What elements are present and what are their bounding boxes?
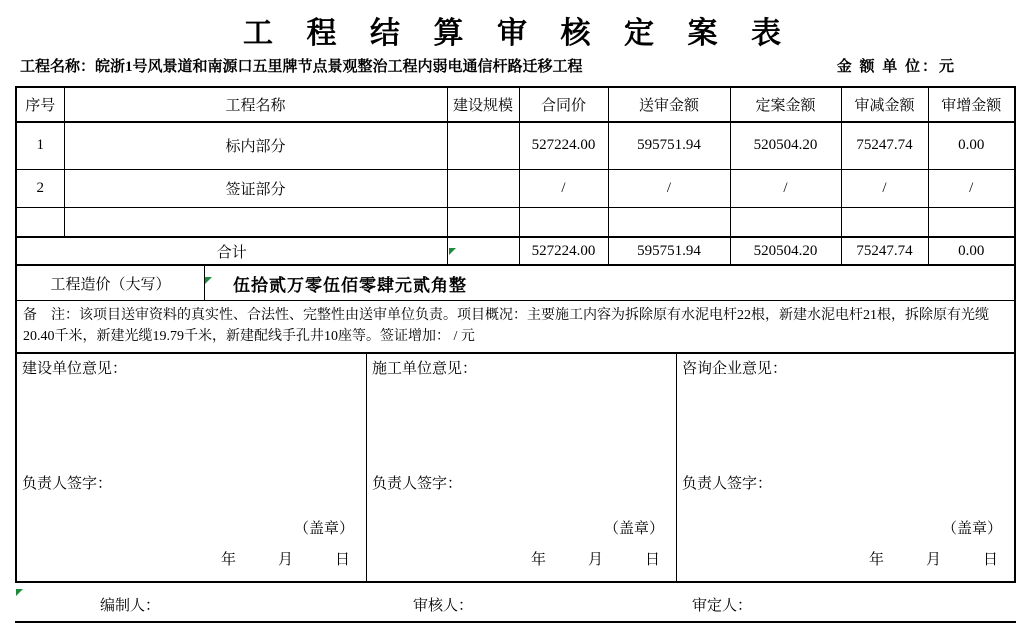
cell-scale (447, 122, 519, 169)
date-line: 年 月 日 (530, 552, 660, 568)
date-line: 年 月 日 (220, 552, 350, 568)
form-meta-row (0, 50, 1024, 80)
project-name-line (20, 55, 583, 76)
total-submitted: 595751.94 (608, 237, 730, 264)
approver-label: 审定人： (692, 598, 753, 614)
total-scale (447, 237, 519, 264)
cell-increased (928, 207, 1014, 237)
cell-project: 签证部分 (64, 169, 447, 207)
total-finalized: 520504.20 (730, 237, 841, 264)
amount-in-words-value: 伍拾贰万零伍佰零肆元贰角整 (233, 275, 467, 295)
page-title: 工 程 结 算 审 核 定 案 表 (243, 17, 794, 50)
opinion-box-contractor-unit (367, 354, 677, 581)
signature-label: 负责人签字： (22, 476, 113, 492)
col-header-seq: 序号 (17, 88, 64, 122)
cell-increased: 0.00 (928, 122, 1014, 169)
cell-reduced: 75247.74 (841, 122, 928, 169)
cell-finalized (730, 207, 841, 237)
cell-seq: 1 (17, 122, 64, 169)
total-label: 合计 (17, 237, 447, 264)
table-total-row (17, 237, 1014, 264)
amount-unit-label: 金 额 单 位：元 (836, 58, 956, 75)
cell-reduced: / (841, 169, 928, 207)
cell-project (64, 207, 447, 237)
opinion-title: 施工单位意见： (372, 361, 478, 377)
cell-increased: / (928, 169, 1014, 207)
cell-corner-marker-icon (449, 248, 456, 255)
cell-reduced (841, 207, 928, 237)
col-header-finalized: 定案金额 (730, 88, 841, 122)
signature-label: 负责人签字： (372, 476, 463, 492)
cell-finalized: 520504.20 (730, 122, 841, 169)
cell-contract: / (519, 169, 608, 207)
cell-scale (447, 169, 519, 207)
table-header-row (17, 88, 1014, 122)
cell-seq (17, 207, 64, 237)
amount-in-words-row (17, 264, 1014, 300)
col-header-scale: 建设规模 (447, 88, 519, 122)
col-header-contract: 合同价 (519, 88, 608, 122)
summary-table (17, 88, 1014, 264)
cell-project: 标内部分 (64, 122, 447, 169)
cell-submitted: / (608, 169, 730, 207)
cell-corner-marker-icon (16, 589, 23, 596)
table-row (17, 122, 1014, 169)
total-contract: 527224.00 (519, 237, 608, 264)
date-line: 年 月 日 (868, 552, 998, 568)
project-name-label: 工程名称： (20, 58, 96, 75)
seal-label: （盖章） (941, 521, 1002, 537)
footer-signoff-row (15, 583, 1016, 623)
col-header-project: 工程名称 (64, 88, 447, 122)
preparer-label: 编制人： (100, 598, 161, 614)
col-header-reduced: 审减金额 (841, 88, 928, 122)
col-header-increased: 审增金额 (928, 88, 1014, 122)
col-header-submitted: 送审金额 (608, 88, 730, 122)
amount-in-words-label: 工程造价（大写） (17, 266, 205, 300)
main-table-frame (15, 86, 1016, 583)
signature-label: 负责人签字： (682, 476, 773, 492)
cell-finalized: / (730, 169, 841, 207)
seal-label: （盖章） (603, 521, 664, 537)
cell-seq: 2 (17, 169, 64, 207)
remark-text: 备 注：该项目送审资料的真实性、合法性、完整性由送审单位负责。项目概况：主要施工内容为拆除原有水泥电杆22根，新建水泥电杆21根，拆除原有光缆20.40千米，新建光缆19.79千米，新建配线手孔井10座等。签证增加： / 元 (17, 300, 1014, 352)
table-row-empty (17, 207, 1014, 237)
total-increased: 0.00 (928, 237, 1014, 264)
opinion-box-construction-unit (17, 354, 367, 581)
cell-corner-marker-icon (205, 277, 212, 284)
opinion-title: 咨询企业意见： (682, 361, 788, 377)
opinions-section (17, 352, 1014, 581)
cell-contract (519, 207, 608, 237)
opinion-title: 建设单位意见： (22, 361, 128, 377)
cell-submitted: 595751.94 (608, 122, 730, 169)
reviewer-label: 审核人： (413, 598, 474, 614)
cell-scale (447, 207, 519, 237)
project-name-value: 皖浙1号风景道和南源口五里牌节点景观整治工程内弱电通信杆路迁移工程 (95, 58, 583, 75)
cell-submitted (608, 207, 730, 237)
seal-label: （盖章） (293, 521, 354, 537)
opinion-box-consulting-firm (677, 354, 1014, 581)
total-reduced: 75247.74 (841, 237, 928, 264)
table-row (17, 169, 1014, 207)
cell-contract: 527224.00 (519, 122, 608, 169)
